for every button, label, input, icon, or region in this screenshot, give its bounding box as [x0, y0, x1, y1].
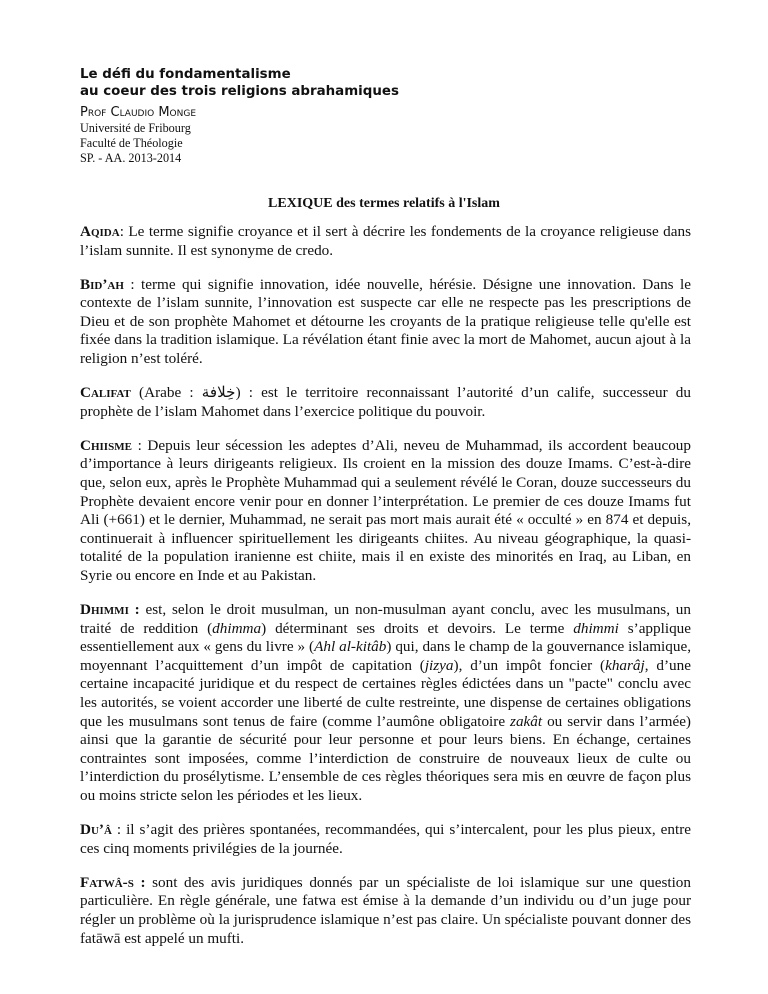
entry-italic-term: dhimma	[212, 619, 262, 637]
entry-definition-text: , d’une certaine incapacité juridique et du respect de certaines règles édictées dans un "pacte" conclu avec les autorités, se voient accorder une liberté de culte restreinte, une dispense de certaines obligations que les musulmans sont tenus de faire (comme l’aumône obligatoire	[80, 656, 691, 730]
lexicon-entry	[80, 437, 691, 586]
document-header	[80, 66, 399, 166]
lexicon-entry	[80, 601, 691, 806]
course-title-line2: au coeur des trois religions abrahamiques	[80, 84, 399, 99]
entry-term: Dhimmi :	[80, 601, 140, 619]
entry-definition-text: sont des avis juridiques donnés par un spécialiste de loi islamique sur une question particulière. En règle générale, une fatwa est émise à la demande d’un individu ou d’un juge pour régler un problème où la jurisprudence islamique n’est pas claire. Un spécialiste pouvant donner des fatāwā est appelé un mufti.	[80, 873, 691, 947]
university: Université de Fribourg	[80, 121, 191, 135]
entry-definition-text: est, selon le droit musulman, un non-musulman ayant conclu, avec les musulmans, un traité de reddition (	[80, 601, 691, 637]
entry-term: Du’â	[80, 821, 112, 839]
entry-definition-text: : terme qui signifie innovation, idée nouvelle, hérésie. Désigne une innovation. Dans le contexte de l’islam sunnite, l’innovation est suspecte car elle ne respecte pas les prescriptions de Dieu et de son prophète Mahomet et détourne les croyants de la pratique religieuse telle qu'elle est fixée dans la tradition islamique. La révélation étant finie avec la mort de Mahomet, aucun ajout à la religion n’est toléré.	[80, 275, 691, 368]
entry-term: Aqida	[80, 223, 120, 240]
lexicon-title: LEXIQUE des termes relatifs à l'Islam	[268, 196, 500, 211]
lexicon-entry	[80, 276, 691, 369]
lexicon-entry	[80, 821, 691, 858]
faculty: Faculté de Théologie	[80, 136, 183, 150]
course-title-line1: Le défi du fondamentalisme	[80, 67, 291, 82]
entry-definition-text: : Le terme signifie croyance et il sert à décrire les fondements de la croyance religieuse dans l’islam sunnite. Il est synonyme de credo.	[80, 223, 691, 259]
entry-italic-term: zakât	[510, 712, 543, 730]
entry-definition-text: s’applique essentiellement aux « gens du livre » (	[80, 619, 691, 656]
entry-definition-text: ) déterminant ses droits et devoirs. Le terme	[261, 619, 574, 637]
entry-term: Califat	[80, 384, 131, 402]
lexicon-entry	[80, 874, 691, 948]
entry-italic-term: kharâj	[605, 656, 645, 674]
entry-definition-text: ou servir dans l’armée) ainsi que la garantie de sécurité pour leur personne et pour leurs biens. En échange, certaines contraintes sont imposées, comme l’interdiction de construire de nouveaux lieux de culte ou l’interdiction du prosélytisme. L’ensemble de ces règles théoriques sera mis en œuvre de façon plus ou moins stricte selon les périodes et les lieux.	[80, 712, 691, 805]
entry-definition-text: : Depuis leur sécession les adeptes d’Ali, neveu de Muhammad, ils accordent beaucoup d’importance à leurs dirigeants religieux. Ils croient en la mission des douze Imams. C’est-à-dire que, selon eux, après le Prophète Muhammad qui a seulement révélé le Coran, douze successeurs du Prophète devaient encore venir pour en donner l’interprétation. Le premier de ces douze Imams fut Ali (+661) et le dernier, Muhammad, ne serait pas mort mais aurait été « occulté » en 874 et depuis, continuerait à influencer spirituellement les dirigeants chiites. Au niveau géographique, la quasi-totalité de la population iranienne est chiite, mais il en existe des minorités en Iraq, au Liban, en Syrie ou encore en Inde et au Pakistan.	[80, 436, 691, 584]
entry-italic-term: Ahl al-kitâb	[314, 638, 387, 656]
entry-term: Fatwâ-s :	[80, 873, 146, 891]
professor-name: Prof Claudio Monge	[80, 105, 197, 120]
lexicon-entries	[80, 223, 691, 964]
entry-italic-term: jizya	[424, 656, 454, 674]
entry-definition-text: : il s’agit des prières spontanées, recommandées, qui s’intercalent, pour les plus pieux, entre ces cinq moments privilégies de la journée.	[80, 821, 691, 857]
entry-definition-text: ), d’un impôt foncier (	[453, 656, 606, 674]
entry-definition-text: ) qui, dans le champ de la gouvernance islamique, moyennant l’acquittement d’un impôt de capitation (	[80, 638, 691, 674]
entry-term: Bid’ah	[80, 275, 124, 293]
entry-definition-text: (Arabe : خِلافة) : est le territoire reconnaissant l’autorité d’un calife, successeur du prophète de l’islam Mahomet dans l’exercice politique du pouvoir.	[80, 384, 691, 420]
lexicon-entry	[80, 223, 691, 260]
entry-italic-term: dhimmi	[573, 619, 619, 637]
academic-year: SP. - AA. 2013-2014	[80, 151, 182, 165]
lexicon-entry	[80, 384, 691, 421]
entry-term: Chiisme	[80, 436, 132, 454]
